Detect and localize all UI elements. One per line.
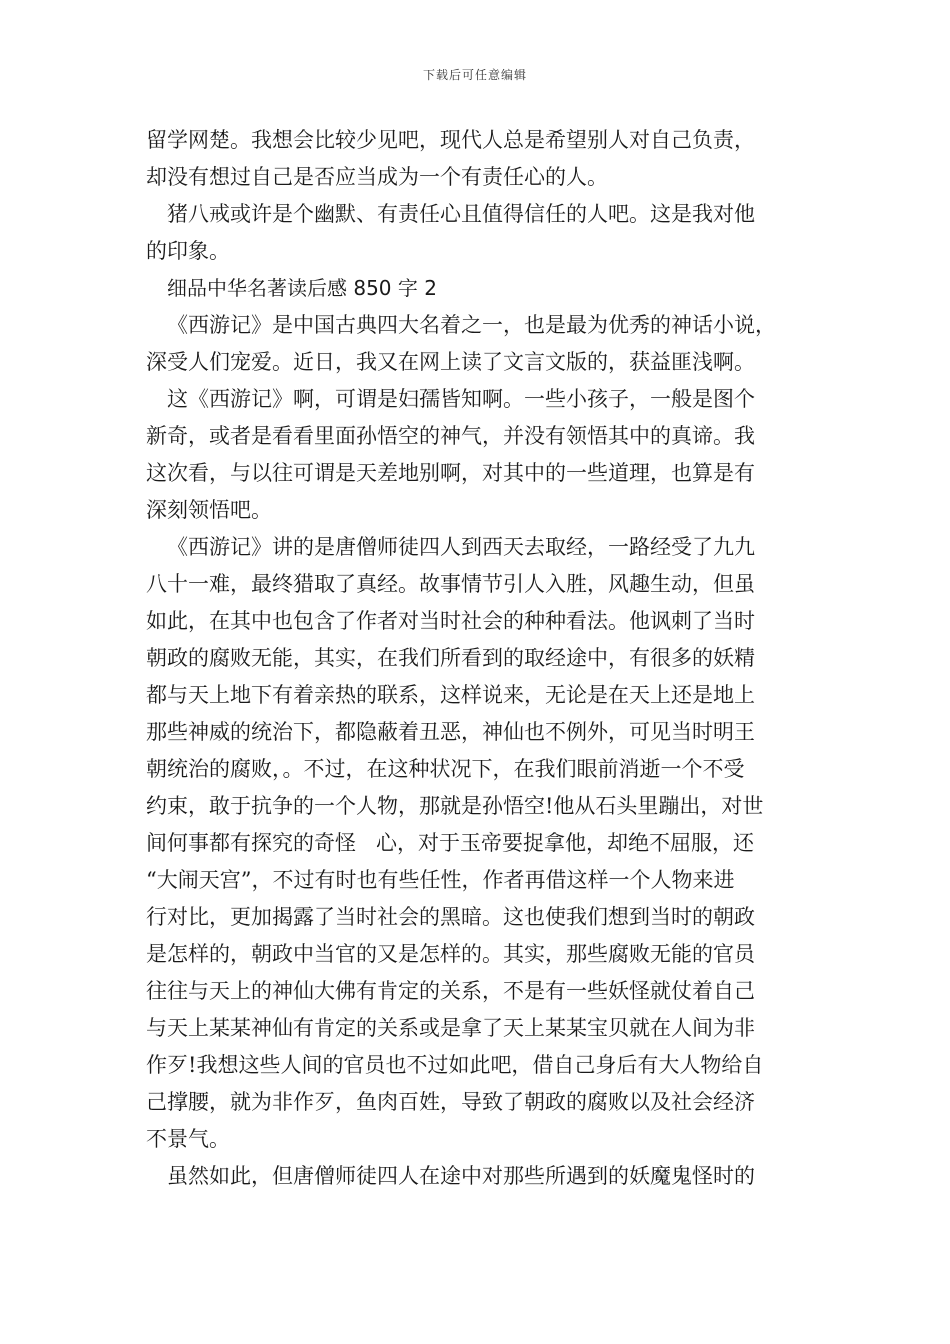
text-line: 的印象。 [146, 239, 230, 263]
text-line: 是怎样的，朝政中当官的又是怎样的。其实，那些腐败无能的官员 [146, 942, 755, 966]
text-line: 《西游记》讲的是唐僧师徒四人到西天去取经，一路经受了九九 [167, 535, 755, 559]
text-line: 深受人们宠爱。近日，我又在网上读了文言文版的，获益匪浅啊。 [146, 350, 755, 374]
text-line: 猪八戒或许是个幽默、有责任心且值得信任的人吧。这是我对他 [167, 202, 755, 226]
text-line: 却没有想过自己是否应当成为一个有责任心的人。 [146, 165, 608, 189]
text-line: 与天上某某神仙有肯定的关系或是拿了天上某某宝贝就在人间为非 [146, 1016, 755, 1040]
text-line: 约束，敢于抗争的一个人物，那就是孙悟空!他从石头里蹦出，对世 [146, 794, 764, 818]
text-line: 不景气。 [146, 1127, 230, 1151]
section-heading: 细品中华名著读后感 850 字 2 [167, 276, 437, 300]
text-line: 八十一难，最终猎取了真经。故事情节引人入胜，风趣生动，但虽 [146, 572, 755, 596]
text-line: 如此，在其中也包含了作者对当时社会的种种看法。他讽刺了当时 [146, 609, 755, 633]
document-body [146, 122, 810, 1195]
text-line: 朝政的腐败无能，其实，在我们所看到的取经途中，有很多的妖精 [146, 646, 755, 670]
page-header: 下载后可任意编辑 [422, 68, 527, 82]
text-line: 留学网楚。我想会比较少见吧，现代人总是希望别人对自己负责， [146, 128, 755, 152]
text-line: 往往与天上的神仙大佛有肯定的关系，不是有一些妖怪就仗着自己 [146, 979, 755, 1003]
text-line: “大闹天宫”，不过有时也有些任性，作者再借这样一个人物来进 [146, 868, 735, 892]
text-line: 都与天上地下有着亲热的联系，这样说来，无论是在天上还是地上 [146, 683, 755, 707]
text-line: 朝统治的腐败，。不过，在这种状况下，在我们眼前消逝一个不受 [146, 757, 745, 781]
text-line: 间何事都有探究的奇怪 心，对于玉帝要捉拿他，却绝不屈服，还 [146, 831, 755, 855]
text-line: 新奇，或者是看看里面孙悟空的神气，并没有领悟其中的真谛。我 [146, 424, 755, 448]
text-line: 那些神威的统治下，都隐蔽着丑恶，神仙也不例外，可见当时明王 [146, 720, 755, 744]
text-line: 虽然如此，但唐僧师徒四人在途中对那些所遇到的妖魔鬼怪时的 [167, 1164, 755, 1188]
text-line: 这次看，与以往可谓是天差地别啊，对其中的一些道理，也算是有 [146, 461, 755, 485]
text-line: 行对比，更加揭露了当时社会的黑暗。这也使我们想到当时的朝政 [146, 905, 755, 929]
text-line: 深刻领悟吧。 [146, 498, 272, 522]
text-line: 作歹!我想这些人间的官员也不过如此吧，借自己身后有大人物给自 [146, 1053, 764, 1077]
text-line: 《西游记》是中国古典四大名着之一，也是最为优秀的神话小说， [167, 313, 776, 337]
text-line: 己撑腰，就为非作歹，鱼肉百姓，导致了朝政的腐败以及社会经济 [146, 1090, 755, 1114]
text-line: 这《西游记》啊，可谓是妇孺皆知啊。一些小孩子，一般是图个 [167, 387, 755, 411]
